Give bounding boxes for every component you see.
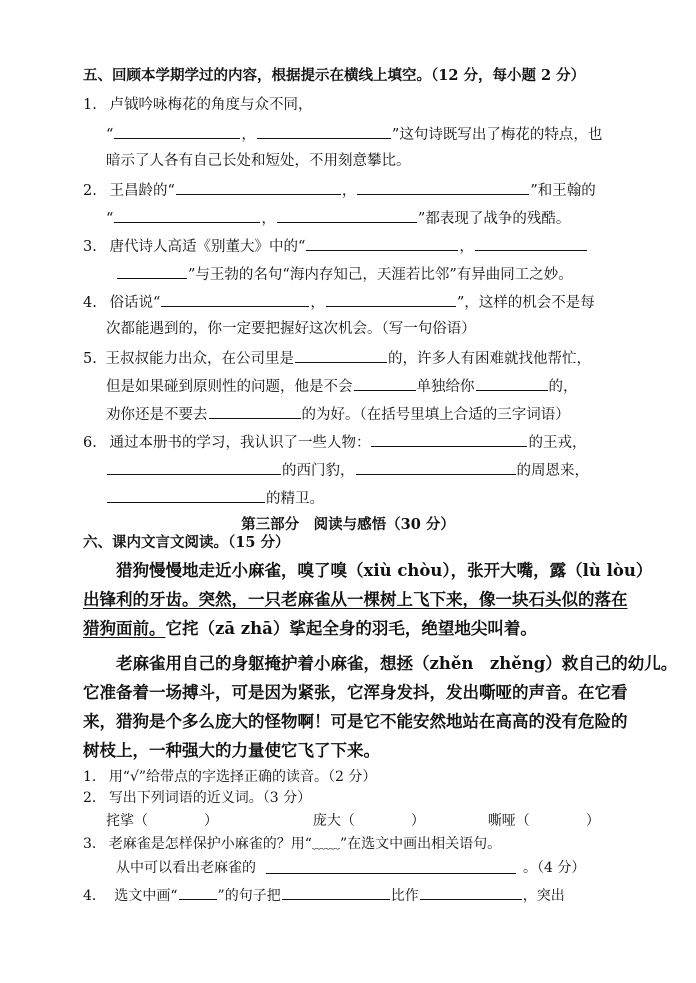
- word-item: 嘶哑（: [487, 813, 530, 829]
- quote-mark: “: [106, 127, 114, 143]
- fill-blank[interactable]: [357, 179, 529, 195]
- q-text: 。（4 分）: [523, 860, 586, 876]
- sec5-q3-line2: [116, 263, 573, 285]
- sec5-q2-line2: [106, 207, 570, 229]
- paren-close: ）: [204, 813, 218, 829]
- fill-blank[interactable]: [161, 291, 309, 307]
- comma: ，: [341, 183, 357, 199]
- q-number: 1.: [83, 97, 97, 113]
- sec5-q5-line3: [106, 403, 570, 425]
- q-text: ”，这样的机会不是每: [456, 295, 595, 311]
- section5-heading: [83, 66, 585, 86]
- fill-blank[interactable]: [209, 403, 301, 419]
- sec6-q1: [83, 767, 376, 787]
- underlined-sentence: 猎狗面前。: [83, 619, 166, 638]
- q-text: 的王戎，: [528, 435, 587, 451]
- q-text: 唐代诗人高适《别董大》中的“: [109, 239, 306, 255]
- q-text: 暗示了人各有自己长处和短处，不用刻意攀比。: [106, 153, 411, 169]
- comma: ，: [459, 239, 474, 255]
- q-text: 通过本册书的学习，我认识了一些人物：: [109, 435, 371, 451]
- sec5-q6-line2: [106, 459, 589, 481]
- fill-blank[interactable]: [295, 347, 387, 363]
- q-text: 的为好。（在括号里填上合适的三字词语）: [301, 407, 570, 423]
- sec5-q5-line1: [83, 347, 591, 369]
- q-number: 3.: [83, 836, 97, 852]
- q-number: 1.: [83, 769, 97, 785]
- passage-text: 树枝上，一种强大的力量使它飞了下来。: [83, 741, 380, 760]
- fill-blank[interactable]: [257, 123, 391, 139]
- sec5-q4-line2: [106, 319, 476, 339]
- fill-blank[interactable]: [114, 207, 260, 223]
- sec6-q2-words: [106, 811, 600, 831]
- q-text: 选文中画“: [114, 888, 178, 904]
- q-text: ”都表现了战争的残酷。: [417, 211, 571, 227]
- word-item: 庞大（: [312, 813, 355, 829]
- sec5-q1-line2: [106, 123, 602, 145]
- q-text: 劝你还是不要去: [106, 407, 208, 423]
- part3-title: [0, 513, 696, 534]
- passage-p2-line4: [83, 740, 380, 762]
- fill-blank[interactable]: [114, 123, 240, 139]
- paren-close: ）: [585, 813, 600, 829]
- q-text: ”和王翰的: [530, 183, 596, 199]
- fill-blank[interactable]: [356, 459, 516, 475]
- fill-blank[interactable]: [326, 291, 456, 307]
- sec5-q6-line3: [106, 487, 324, 509]
- q-text: ”这句诗既写出了梅花的特点，也: [391, 127, 603, 143]
- fill-blank[interactable]: [107, 487, 265, 503]
- fill-blank[interactable]: [266, 858, 516, 874]
- q-text: ”的句子把: [217, 888, 281, 904]
- q-text: 俗话说“: [109, 295, 161, 311]
- sec5-q1-line3: [106, 151, 411, 171]
- passage-p2-line1: [116, 653, 677, 675]
- q-text: 的精卫。: [266, 491, 324, 507]
- passage-p2-line2: [83, 682, 628, 704]
- passage-p1-line2: [83, 589, 628, 611]
- underlined-sentence: 出锋利的牙齿。突然，一只老麻雀从一棵树上飞下来，像一块石头似的落在: [83, 590, 628, 609]
- fill-blank[interactable]: [179, 884, 217, 900]
- wavy-mark: ﹏﹏: [311, 836, 340, 852]
- section6-heading-text: 六、课内文言文阅读。（15 分）: [83, 534, 290, 551]
- sec5-q4-line1: [83, 291, 595, 313]
- fill-blank[interactable]: [475, 235, 587, 251]
- q-text: 写出下列词语的近义词。（3 分）: [108, 790, 312, 806]
- fill-blank[interactable]: [176, 179, 341, 195]
- q-text: 用“√”给带点的字选择正确的读音。（2 分）: [108, 769, 377, 785]
- passage-text: 它挓（zā zhā）挲起全身的羽毛，绝望地尖叫着。: [165, 619, 537, 638]
- sec6-q3-line1: [83, 834, 501, 854]
- q-text: 王昌龄的“: [109, 183, 175, 199]
- q-number: 2.: [83, 183, 97, 199]
- sec5-q2-line1: [83, 179, 596, 201]
- passage-text: 猎狗慢慢地走近小麻雀，嗅了嗅（xiù chòu），张开大嘴，露（lù lòu）: [116, 561, 653, 580]
- q-text: 的，许多人有困难就找他帮忙，: [387, 351, 591, 367]
- q-text: 的，: [548, 379, 578, 395]
- passage-text: 它准备着一场搏斗，可是因为紧张，它浑身发抖，发出嘶哑的声音。在它看: [83, 683, 628, 702]
- q-number: 2.: [83, 790, 97, 806]
- q-text: 单独给你: [416, 379, 475, 395]
- q-text: ”在选文中画出相关语句。: [339, 836, 502, 852]
- comma: ，: [241, 127, 256, 143]
- fill-blank[interactable]: [282, 884, 390, 900]
- passage-p2-line3: [83, 711, 628, 733]
- fill-blank[interactable]: [277, 207, 417, 223]
- quote-mark: “: [106, 211, 114, 227]
- q-number: 6.: [83, 435, 97, 451]
- q-text: 卢钺吟咏梅花的角度与众不同，: [109, 97, 313, 113]
- word-item: 挓挲（: [106, 813, 148, 829]
- section5-heading-text: 五、回顾本学期学过的内容，根据提示在横线上填空。（12 分，每小题 2 分）: [83, 67, 586, 84]
- q-text: ”与王勃的名句“海内存知己，天涯若比邻”有异曲同工之妙。: [188, 267, 573, 283]
- sec5-q1-line1: [83, 95, 312, 115]
- q-text: 老麻雀是怎样保护小麻雀的？用“: [108, 836, 312, 852]
- sec5-q3-line1: [83, 235, 588, 257]
- fill-blank[interactable]: [371, 431, 527, 447]
- comma: ，: [310, 295, 325, 311]
- sec5-q6-line1: [83, 431, 586, 453]
- section6-heading: [83, 533, 289, 553]
- q-text: 比作: [390, 888, 419, 904]
- part3-title-text: 第三部分 阅读与感悟（30 分）: [241, 516, 455, 533]
- q-number: 4.: [83, 295, 97, 311]
- fill-blank[interactable]: [476, 375, 548, 391]
- fill-blank[interactable]: [354, 375, 416, 391]
- q-text: 次都能遇到的，你一定要把握好这次机会。（写一句俗语）: [106, 321, 476, 337]
- comma: ，: [261, 211, 276, 227]
- passage-text: 老麻雀用自己的身躯掩护着小麻雀，想拯（zhěn zhěng）救自己的幼儿。: [116, 654, 678, 673]
- fill-blank[interactable]: [107, 459, 281, 475]
- q-text: 但是如果碰到原则性的问题，他是不会: [106, 379, 353, 395]
- fill-blank[interactable]: [306, 235, 458, 251]
- q-number: 5.: [83, 351, 97, 367]
- sec5-q5-line2: [106, 375, 578, 397]
- q-text: 的周恩来，: [516, 463, 589, 479]
- q-text: ，突出: [522, 888, 565, 904]
- passage-p1-line3: [83, 618, 537, 640]
- paren-close: ）: [410, 813, 425, 829]
- fill-blank[interactable]: [117, 263, 187, 279]
- q-text: 王叔叔能力出众，在公司里是: [105, 351, 294, 367]
- q-number: 4．: [83, 888, 106, 904]
- sec6-q4: [83, 884, 565, 906]
- passage-p1-line1: [116, 560, 652, 582]
- passage-text: 来，猎狗是个多么庞大的怪物啊！可是它不能安然地站在高高的没有危险的: [83, 712, 628, 731]
- q-number: 3.: [83, 239, 97, 255]
- q-text: 的西门豹，: [282, 463, 355, 479]
- sec6-q3-line2: [116, 858, 585, 878]
- q-text: 从中可以看出老麻雀的: [116, 860, 256, 876]
- sec6-q2: [83, 788, 311, 808]
- fill-blank[interactable]: [420, 884, 522, 900]
